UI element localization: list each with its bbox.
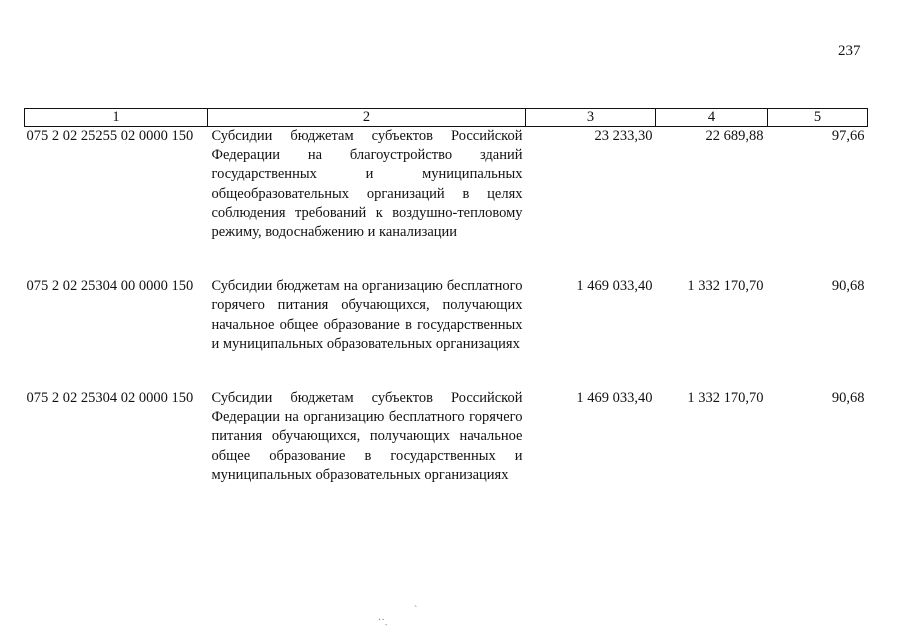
value-col-4: 22 689,88 xyxy=(705,128,764,144)
value-col-3: 23 233,30 xyxy=(594,128,653,144)
description: Субсидии бюджетам на организацию бесплатного горячего питания обучающихся, получающих начальное общее образование в государственных и муниципальных образовательных организациях xyxy=(211,278,523,352)
header-col-4: 4 xyxy=(656,109,768,127)
table-row xyxy=(25,389,868,520)
budget-code: 075 2 02 25304 02 0000 150 xyxy=(26,390,194,407)
scan-speck: ··ˎ xyxy=(378,615,388,626)
table-body xyxy=(25,127,868,521)
value-col-4: 1 332 170,70 xyxy=(687,278,764,295)
value-col-3: 1 469 033,40 xyxy=(576,390,653,407)
description: Субсидии бюджетам субъектов Российской Федерации на организацию бесплатного горячего питания обучающихся, получающих начальное общее образование в государственных и муниципальных образовательных организациях xyxy=(211,390,523,483)
budget-code: 075 2 02 25255 02 0000 150 xyxy=(26,128,194,144)
value-col-4: 1 332 170,70 xyxy=(687,390,764,407)
value-col-5: 90,68 xyxy=(831,390,865,407)
header-row xyxy=(25,109,868,127)
budget-table xyxy=(24,108,868,520)
scan-speck: ˋ xyxy=(414,605,418,616)
header-col-2: 2 xyxy=(208,109,526,127)
table-row xyxy=(25,127,868,278)
value-col-5: 97,66 xyxy=(831,128,865,144)
description: Субсидии бюджетам субъектов Российской Федерации на благоустройство зданий государственных и муниципальных общеобразовательных организаций в целях соблюдения требований к воздушно-тепловому режиму, водоснабжению и канализации xyxy=(211,128,523,241)
header-col-3: 3 xyxy=(526,109,656,127)
value-col-3: 1 469 033,40 xyxy=(576,278,653,295)
value-col-5: 90,68 xyxy=(831,278,865,295)
header-col-5: 5 xyxy=(768,109,868,127)
table-header xyxy=(25,109,868,127)
header-col-1: 1 xyxy=(25,109,208,127)
page-number: 237 xyxy=(838,43,861,59)
budget-code: 075 2 02 25304 00 0000 150 xyxy=(26,278,194,295)
table-row xyxy=(25,277,868,389)
